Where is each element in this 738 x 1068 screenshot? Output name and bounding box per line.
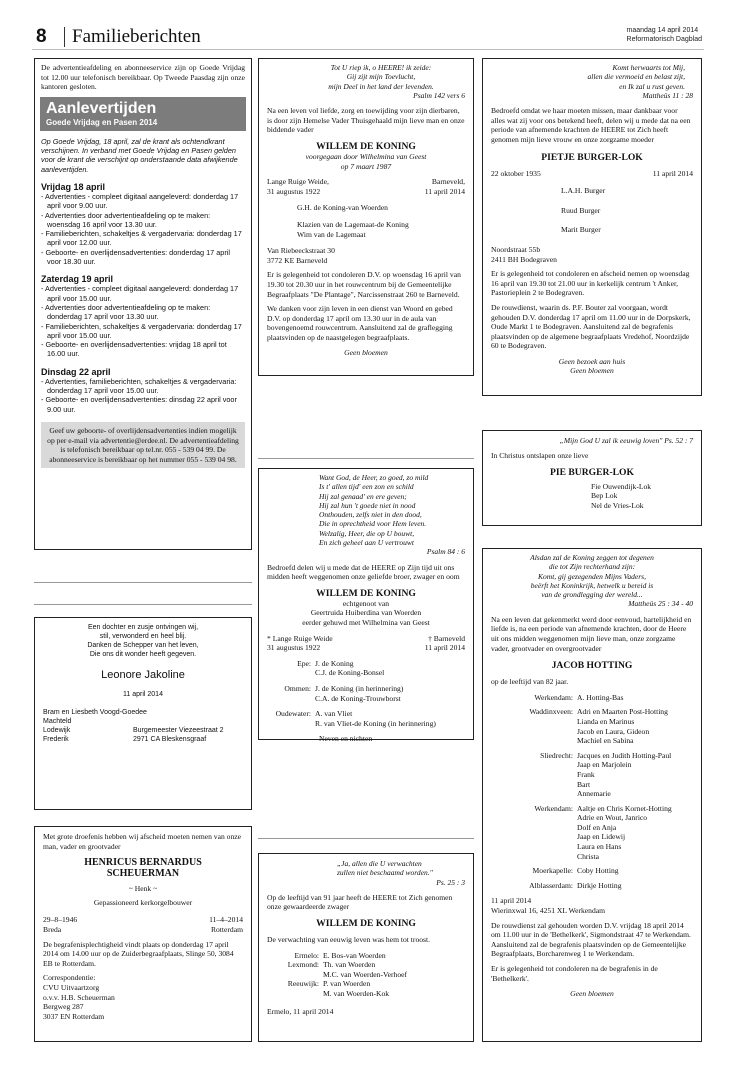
family-member: L.A.H. Burger xyxy=(561,186,606,196)
verse-line: Gij zijt mijn Toevlucht, xyxy=(346,72,416,82)
deceased-name: WILLEM DE KONING xyxy=(316,918,416,930)
family-member: M.C. van Woerden-Verhoef xyxy=(323,969,408,979)
obituary-jacob-hotting xyxy=(482,548,702,1042)
family-member: Christa xyxy=(577,851,599,861)
deceased-name: PIETJE BURGER-LOK xyxy=(541,151,643,163)
column-divider xyxy=(34,582,252,583)
death-date: 11 april 2014 xyxy=(652,168,693,178)
header-paper: Reformatorisch Dagblad xyxy=(626,36,702,43)
age-line: op de leeftijd van 82 jaar. xyxy=(491,677,569,687)
family-member: M. van Woerden-Kok xyxy=(323,989,390,999)
day-heading: Dinsdag 22 april xyxy=(41,366,111,377)
obituary-intro: In Christus ontslapen onze lieve xyxy=(491,451,589,461)
verse-reference: Mattheüs 25 : 34 - 40 xyxy=(628,599,693,609)
deceased-name: HENRICUS BERNARDUS xyxy=(84,857,202,869)
poem-line: Danken de Schepper van het leven, xyxy=(87,642,199,649)
verse-reference: Psalm 142 vers 6 xyxy=(413,90,465,100)
death-date: 11 april 2014 xyxy=(424,186,465,196)
verse-line: Alsdan zal de Koning zeggen tot degenen xyxy=(530,553,654,562)
date-line: 11 april 2014 xyxy=(491,896,532,906)
family-member: Dolf en Anja xyxy=(577,822,617,832)
correspondence-line: Bergweg 287 xyxy=(43,1002,84,1012)
obituary-footer: Geen bloemen xyxy=(570,989,614,999)
family-member: Nel de Vries-Lok xyxy=(591,501,644,511)
obituary-intro: Na een leven dat gekenmerkt werd door eenvoud, hartelijkheid en liefde is, na een periode van afnemende krachten, door de Heere uit ons midden weggenomen mijn lieve man, onze zorgzame vader, grootvader en overgrootvader xyxy=(491,614,692,653)
day-item: - Geboorte- en overlijdensadvertenties: dinsdag 22 april voor 9.00 uur. xyxy=(41,395,237,414)
family-member: Wim van de Lagemaat xyxy=(297,229,366,239)
verse-line: allen die vermoeid en belast zijt, xyxy=(587,72,685,82)
obituary-text: De verwachting van eeuwig leven was hem tot troost. xyxy=(267,935,431,945)
verse-line: Is t' allen tijd' een zon en schild xyxy=(319,482,414,492)
birth-date: 22 oktober 1935 xyxy=(491,168,541,178)
baby-name: Leonore Jakoline xyxy=(101,669,185,681)
verse-line: Onthouden, zelfs niet in den dood, xyxy=(319,510,422,520)
verse-line: Komt herwaarts tot Mij, xyxy=(612,63,685,72)
obituary-intro: Bedroefd delen wij u mede dat de HEERE op Zijn tijd uit ons midden heeft weggenomen onze geliefde broer, zwager en oom xyxy=(267,562,460,582)
verse-line: Welzalig, Heer, die op U bouwt, xyxy=(319,528,415,538)
place-label: Reeuwijk: xyxy=(287,979,319,989)
family-member: A. van Vliet xyxy=(315,709,353,719)
deceased-name: JACOB HOTTING xyxy=(551,660,633,672)
spouse-line: echtgenoot van xyxy=(342,598,390,608)
birth-date: 11 april 2014 xyxy=(123,691,163,698)
verse-line: zullen niet beschaamd worden." xyxy=(337,868,433,878)
address-line: Burgemeester Viezeestraat 2 xyxy=(133,727,224,734)
family-member: Jaap en Marjolein xyxy=(577,760,632,770)
obituary-intro: Na een leven vol liefde, zorg en toewijding voor zijn dierbaren, is door zijn Hemelse Vader Thuisgehaald mijn lieve man en onze biddende vader xyxy=(267,106,465,135)
place-label: Oudewater: xyxy=(275,709,311,719)
nickname: ~ Henk ~ xyxy=(128,884,158,894)
spouse-line: Geertruida Huiberdina van Woerden xyxy=(310,608,422,618)
day-item: - Advertenties door advertentieafdeling op te maken: woensdag 16 april voor 13.30 uur. xyxy=(41,210,211,229)
verse-line: Hij zal hun 't goede niet in nood xyxy=(319,500,416,510)
day-item: - Advertenties - compleet digitaal aangeleverd: donderdag 17 april voor 9.00 uur. xyxy=(41,191,239,211)
contact-grey-box: Geef uw geboorte- of overlijdensadvertenties indien mogelijk op per e-mail via advertentie@erdee.nl. De advertentieafdeling is telefonisch bereikbaar op tel.nr. 055 - 539 04 99. De abonneeservice is bereikbaar op het nummer 055 - 539 04 98. xyxy=(41,422,245,468)
place-label: Sliedrecht: xyxy=(540,750,573,760)
service-text: De rouwdienst, waarin ds. P.F. Bouter zal voorgaan, wordt gehouden D.V. donderdag 17 april om 11.00 uur in de Dorpskerk, Oude Markt 1 te Bodegraven. Aansluitend zal de begrafenis plaatsvinden op de algemene begraafplaats Vredehof, Noordzijde 60 te Bodegraven. xyxy=(491,302,691,351)
day-item: - Geboorte- en overlijdensadvertenties: vrijdag 18 april tot 16.00 uur. xyxy=(41,340,227,359)
deceased-name: WILLEM DE KONING xyxy=(316,140,416,152)
condolence-text: Er is gelegenheid tot condoleren D.V. op woensdag 16 april van 19.30 tot 20.30 uur in het rouwcentrum bij de Gemeentelijke Begraafplaats "De Plantage", Narcissenstraat 260 te Barneveld. xyxy=(267,270,461,299)
place-label: Epe: xyxy=(297,658,311,668)
family-member: Ruud Burger xyxy=(561,205,601,215)
page-number: 8 xyxy=(36,26,47,47)
correspondence-label: Correspondentie: xyxy=(43,973,96,983)
family-member: Laura en Hans xyxy=(577,842,622,852)
day-item: - Geboorte- en overlijdensadvertenties: donderdag 17 april voor 18.30 uur. xyxy=(41,247,231,267)
family-member: C.J. de Koning-Bonsel xyxy=(315,668,385,678)
service-text: De rouwdienst zal gehouden worden D.V. vrijdag 18 april 2014 om 11.00 uur in de 'Bethelkerk', Sigmondstraat 47 te Werkendam. Aansluitend zal de begrafenis plaatsvinden op de Gemeentelijke Begraafplaats, Borcharenweg 1 te Werkendam. xyxy=(491,920,691,959)
day-item: - Familieberichten, schakeltjes & vergadervaria: donderdag 17 april voor 12.00 uur. xyxy=(41,229,242,248)
obituary-intro: Bedroefd omdat we haar moeten missen, maar dankbaar voor alles wat zij voor ons betekend heeft, delen wij u mede dat na een periode van afnemende krachten de HEERE tot Zich heeft genomen mijn lieve vrouw en onze zorgzame moeder xyxy=(491,106,691,144)
column-divider xyxy=(258,838,474,839)
family-member: Lianda en Marinus xyxy=(577,716,635,726)
birth-place: Breda xyxy=(43,924,62,934)
place-label: Ermelo: xyxy=(294,950,319,960)
correspondence-line: o.v.v. H.B. Scheuerman xyxy=(43,992,115,1002)
occupation: Gepassioneerd kerkorgelbouwer xyxy=(93,897,193,907)
family-member: Jacques en Judith Hotting-Paul xyxy=(577,750,672,760)
obituary-willem-de-koning-3 xyxy=(258,853,474,1042)
obituary-pietje-burger-lok xyxy=(482,58,702,396)
spouse-line: op 7 maart 1987 xyxy=(340,161,392,171)
place-label: Werkendam: xyxy=(534,803,573,813)
notice-title: Aanlevertijden xyxy=(46,99,157,117)
place-label: Ommen: xyxy=(284,684,311,694)
place-label: Alblasserdam: xyxy=(529,880,573,890)
day-item: - Advertenties, familieberichten, schakeltjes & vergadervaria: donderdag 17 april voor 15.00 uur. xyxy=(41,376,237,396)
obituary-footer: Ermelo, 11 april 2014 xyxy=(267,1006,334,1016)
parents: Bram en Liesbeth Voogd-Goedee xyxy=(43,709,147,716)
address-line: 2971 CA Bleskensgraaf xyxy=(133,736,207,743)
verse-line: En zich geheel aan U vertrouwt xyxy=(319,538,414,548)
poem-line: stil, verwonderd en heel blij. xyxy=(99,633,187,640)
condolence-text: Er is gelegenheid tot condoleren en afscheid nemen op woensdag 16 april van 19.30 tot 21.00 uur in kerkelijk centrum 't Anker, Pastorieplein 2 te Bodegraven. xyxy=(491,269,690,298)
birth-place: Lange Ruige Weide, xyxy=(267,177,329,187)
verse-line: „Mijn God U zal ik eeuwig loven" Ps. 52 : 7 xyxy=(559,436,693,445)
verse-line: Komt, gij gezegenden Mijns Vaders, xyxy=(538,571,646,581)
family-member: E. Bos-van Woerden xyxy=(323,950,386,960)
family-member: J. de Koning xyxy=(315,658,354,668)
family-member: G.H. de Koning-van Woerden xyxy=(297,203,388,213)
verse-reference: Mattheüs 11 : 28 xyxy=(642,90,693,100)
condolence-text: Er is gelegenheid tot condoleren na de begrafenis in de 'Bethelkerk'. xyxy=(491,964,658,983)
place-label xyxy=(267,989,323,999)
verse-line: Want God, de Heer, zo goed, zo mild xyxy=(319,473,429,482)
family-member: P. van Woerden xyxy=(323,979,371,989)
header-date-block xyxy=(627,26,702,44)
family-member: Bart xyxy=(577,779,591,789)
birth-place: * Lange Ruige Weide xyxy=(267,633,333,643)
day-item: - Advertenties - compleet digitaal aangeleverd: donderdag 17 april voor 15.00 uur. xyxy=(41,284,239,303)
obituary-willem-de-koning-2 xyxy=(258,468,474,744)
verse-line: die tot Zijn rechterhand zijn: xyxy=(548,562,636,572)
obituary-footer: Geen bloemen xyxy=(344,348,388,358)
correspondence-line: 3037 EN Rotterdam xyxy=(43,1011,105,1021)
place-label: Waddinxveen: xyxy=(529,707,573,717)
verse-line: en Ik zal u rust geven. xyxy=(619,81,685,91)
family-member: Klazien van de Lagemaat-de Koning xyxy=(297,219,409,229)
family-member: Bep Lok xyxy=(591,491,618,501)
address-line: 2411 BH Bodegraven xyxy=(491,254,557,264)
family-member: C.A. de Koning-Trouwborst xyxy=(315,693,401,703)
death-place: † Barneveld xyxy=(428,633,465,643)
notice-intro: De advertentieafdeling en abonneeservice zijn op Goede Vrijdag tot 12.00 uur telefonisch bereikbaar. Op Tweede Paasdag zijn onze kantoren gesloten. xyxy=(41,63,245,92)
family-member: Dirkje Hotting xyxy=(577,880,622,890)
family-member: Adrie en Wout, Janrico xyxy=(577,813,648,823)
birth-date: 31 augustus 1922 xyxy=(267,186,321,196)
obituary-willem-de-koning-1 xyxy=(258,58,474,376)
verse-reference: Psalm 84 : 6 xyxy=(426,547,465,557)
obituary-footer: Geen bloemen xyxy=(570,366,614,376)
family-member: R. van Vliet-de Koning (in herinnering) xyxy=(315,718,436,728)
page-header xyxy=(32,26,704,50)
death-place: Rotterdam xyxy=(210,924,243,934)
family-member: Coby Hotting xyxy=(577,866,619,876)
family-member: Machiel en Sabina xyxy=(577,736,634,746)
family-member: Adri en Maarten Post-Hotting xyxy=(577,707,668,717)
notice-note: Op Goede Vrijdag, 18 april, zal de krant als ochtendkrant verschijnen. In verband met Goede Vrijdag en Pasen gelden voor de krant die verschijnt op onderstaande data afwijkende aanlevertijden. xyxy=(41,136,238,174)
obituary-footer: Neven en nichten xyxy=(319,734,373,744)
column-divider xyxy=(258,458,474,459)
sibling: Frederik xyxy=(43,736,69,743)
family-member: A. Hotting-Bas xyxy=(577,692,624,702)
death-date: 11–4–2014 xyxy=(209,915,243,925)
verse-line: mijn Deel in het land der levenden. xyxy=(328,81,434,91)
verse-line: van de grondlegging der wereld... xyxy=(541,590,643,600)
correspondence-line: CVU Uitvaartzorg xyxy=(43,982,100,992)
family-member: Annemarie xyxy=(577,789,611,799)
family-member: Marit Burger xyxy=(561,225,601,235)
address-line: Wierinxwal 16, 4251 XL Werkendam xyxy=(491,906,606,916)
verse-line: Tot U riep ik, o HEERE! ik zeide: xyxy=(330,63,432,72)
address-line: Van Riebeeckstraat 30 xyxy=(267,246,335,256)
obituary-pie-burger-lok xyxy=(482,430,702,526)
death-date: 11 april 2014 xyxy=(424,643,465,653)
funeral-text: De begrafenisplechtigheid vindt plaats op donderdag 17 april 2014 om 14.00 uur op de Zuiderbegraafplaats, Slinge 50, 3084 EB te Rotterdam. xyxy=(43,939,234,968)
family-member: J. de Koning (in herinnering) xyxy=(315,684,404,694)
obituary-intro: Met grote droefenis hebben wij afscheid moeten nemen van onze man, vader en grootvader xyxy=(43,832,241,851)
place-label: Werkendam: xyxy=(534,692,573,702)
day-item: - Familieberichten, schakeltjes & vergadervaria: donderdag 17 april voor 15.00 uur. xyxy=(41,321,242,340)
family-member: Jacob en Laura, Gideon xyxy=(577,726,650,736)
place-label: Lexmond: xyxy=(287,960,319,970)
family-member: Jaap en Lidewij xyxy=(577,832,626,842)
family-member: Frank xyxy=(577,769,595,779)
service-text: We danken voor zijn leven in een dienst van Woord en gebed D.V. op donderdag 17 april om 13.30 uur in de aula van bovengenoemd rouwcentrum. Aansluitend zal de graflegging plaatsvinden op de naastgelegen begraafplaats. xyxy=(267,304,453,342)
place-label: Moerkapelle: xyxy=(532,866,573,876)
obituary-footer: Geen bezoek aan huis xyxy=(558,356,626,366)
deceased-name: PIE BURGER-LOK xyxy=(550,466,634,478)
aanlevertijden-notice xyxy=(34,58,252,550)
deceased-name: SCHEUERMAN xyxy=(106,868,180,880)
verse-line: beërft het Koninkrijk, hetwelk u bereid is xyxy=(530,580,654,590)
address-line: Noordstraat 55b xyxy=(491,244,541,254)
notice-subtitle: Goede Vrijdag en Pasen 2014 xyxy=(46,117,158,127)
column-divider xyxy=(34,604,252,605)
header-date: maandag 14 april 2014 xyxy=(626,27,699,34)
day-heading: Vrijdag 18 april xyxy=(41,181,106,192)
address-line: 3772 KE Barneveld xyxy=(267,255,328,265)
poem-line: Die ons dit wonder heeft gegeven. xyxy=(89,651,197,658)
family-member: Fie Ouwendijk-Lok xyxy=(591,481,652,491)
verse-line: „Ja, allen die U verwachten xyxy=(337,859,422,868)
family-member: Aaltje en Chris Kornet-Hotting xyxy=(577,803,672,813)
sibling: Lodewijk xyxy=(43,727,71,734)
day-heading: Zaterdag 19 april xyxy=(41,274,114,285)
birth-date: 31 augustus 1922 xyxy=(267,643,321,653)
deceased-name: WILLEM DE KONING xyxy=(316,587,416,599)
day-item: - Advertenties door advertentieafdeling op te maken: donderdag 17 april voor 13.30 uur. xyxy=(41,302,211,322)
family-member: Th. van Woerden xyxy=(323,960,376,970)
obituary-henricus-scheuerman xyxy=(34,826,252,1042)
poem-line: Een dochter en zusje ontvingen wij, xyxy=(87,624,199,631)
place-label xyxy=(267,970,323,980)
spouse-line: voorgegaan door Wilhelmina van Geest xyxy=(305,151,427,161)
birth-date: 29–8–1946 xyxy=(43,915,78,925)
birth-announcement-leonore xyxy=(34,617,252,810)
spouse-line: eerder gehuwd met Wilhelmina van Geest xyxy=(302,618,430,628)
death-place: Barneveld, xyxy=(431,177,465,187)
section-title: Familieberichten xyxy=(64,27,201,47)
sibling: Machteld xyxy=(43,718,72,725)
verse-line: Die in oprechtheid voor Hem leven. xyxy=(319,519,427,529)
verse-line: Hij zal genaad' en ere geven; xyxy=(319,491,407,501)
obituary-intro: Op de leeftijd van 91 jaar heeft de HEERE tot Zich genomen onze gewaardeerde zwager xyxy=(267,892,453,912)
verse-reference: Ps. 25 : 3 xyxy=(436,877,465,887)
notice-band xyxy=(40,97,246,131)
